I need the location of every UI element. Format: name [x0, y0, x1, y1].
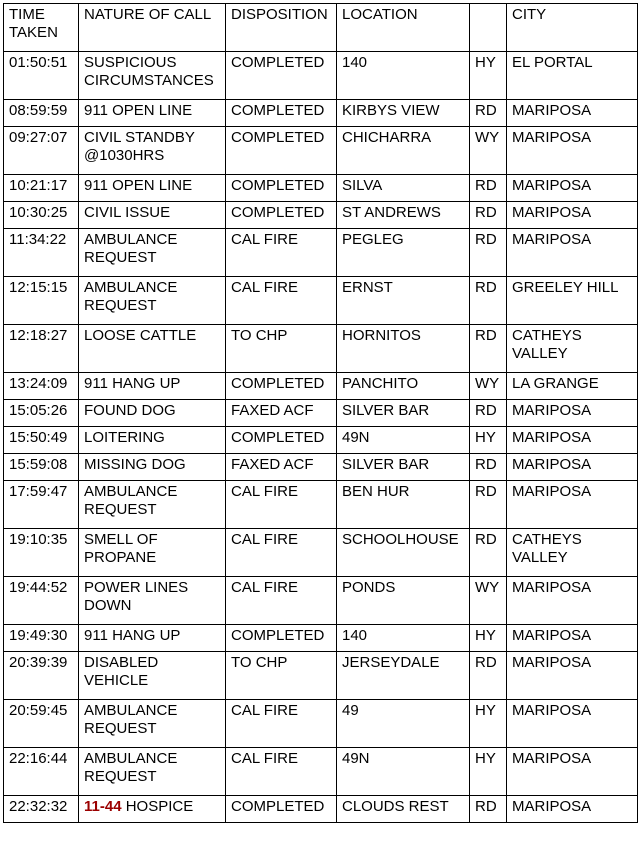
cell-nature: DISABLED VEHICLE [79, 652, 226, 700]
cell-nature: 911 HANG UP [79, 373, 226, 400]
cell-nature: AMBULANCE REQUEST [79, 481, 226, 529]
cell-disposition: FAXED ACF [226, 454, 337, 481]
cell-street-type: RD [470, 175, 507, 202]
cell-location: 49N [337, 748, 470, 796]
table-row [4, 277, 638, 325]
cell-time: 08:59:59 [4, 100, 79, 127]
cell-location: SILVER BAR [337, 400, 470, 427]
cell-time: 20:39:39 [4, 652, 79, 700]
cell-city: CATHEYS VALLEY [507, 529, 638, 577]
cell-nature: 911 HANG UP [79, 625, 226, 652]
cell-street-type: RD [470, 481, 507, 529]
cell-city: MARIPOSA [507, 175, 638, 202]
cell-nature: CIVIL ISSUE [79, 202, 226, 229]
table-row [4, 52, 638, 100]
cell-nature: AMBULANCE REQUEST [79, 700, 226, 748]
cell-location: 140 [337, 52, 470, 100]
cell-time: 20:59:45 [4, 700, 79, 748]
cell-city: MARIPOSA [507, 796, 638, 823]
cell-city: LA GRANGE [507, 373, 638, 400]
cell-street-type: RD [470, 277, 507, 325]
cell-street-type: HY [470, 427, 507, 454]
cell-street-type: RD [470, 229, 507, 277]
cell-time: 09:27:07 [4, 127, 79, 175]
cell-location: BEN HUR [337, 481, 470, 529]
table-row [4, 625, 638, 652]
header-nature-of-call: NATURE OF CALL [79, 4, 226, 52]
cell-city: MARIPOSA [507, 454, 638, 481]
header-street-type [470, 4, 507, 52]
cell-time: 19:49:30 [4, 625, 79, 652]
cell-nature: AMBULANCE REQUEST [79, 229, 226, 277]
table-row [4, 373, 638, 400]
cell-time: 13:24:09 [4, 373, 79, 400]
cell-nature: POWER LINES DOWN [79, 577, 226, 625]
table-row [4, 400, 638, 427]
cell-disposition: COMPLETED [226, 52, 337, 100]
cell-disposition: CAL FIRE [226, 577, 337, 625]
table-row [4, 427, 638, 454]
table-row [4, 229, 638, 277]
header-location: LOCATION [337, 4, 470, 52]
cell-time: 19:10:35 [4, 529, 79, 577]
cell-street-type: RD [470, 400, 507, 427]
cell-nature: SMELL OF PROPANE [79, 529, 226, 577]
cell-city: MARIPOSA [507, 400, 638, 427]
header-disposition: DISPOSITION [226, 4, 337, 52]
cell-city: CATHEYS VALLEY [507, 325, 638, 373]
cell-disposition: COMPLETED [226, 202, 337, 229]
cell-time: 22:32:32 [4, 796, 79, 823]
table-row [4, 175, 638, 202]
cell-city: MARIPOSA [507, 625, 638, 652]
cell-disposition: TO CHP [226, 325, 337, 373]
cell-disposition: CAL FIRE [226, 229, 337, 277]
cell-time: 15:59:08 [4, 454, 79, 481]
cell-location: 49N [337, 427, 470, 454]
cell-street-type: RD [470, 202, 507, 229]
cell-city: MARIPOSA [507, 748, 638, 796]
cell-disposition: COMPLETED [226, 100, 337, 127]
cell-disposition: CAL FIRE [226, 700, 337, 748]
header-row [4, 4, 638, 52]
cell-nature: LOITERING [79, 427, 226, 454]
table-row [4, 100, 638, 127]
cell-time: 12:18:27 [4, 325, 79, 373]
cell-disposition: FAXED ACF [226, 400, 337, 427]
cell-street-type: HY [470, 748, 507, 796]
cell-time: 10:21:17 [4, 175, 79, 202]
cell-location: CLOUDS REST [337, 796, 470, 823]
cell-location: PONDS [337, 577, 470, 625]
table-row [4, 796, 638, 823]
cell-nature: SUSPICIOUS CIRCUMSTANCES [79, 52, 226, 100]
cell-location: PEGLEG [337, 229, 470, 277]
cell-city: GREELEY HILL [507, 277, 638, 325]
cell-location: ST ANDREWS [337, 202, 470, 229]
header-time-taken: TIME TAKEN [4, 4, 79, 52]
cell-disposition: COMPLETED [226, 427, 337, 454]
cell-street-type: HY [470, 52, 507, 100]
cell-street-type: RD [470, 325, 507, 373]
cell-city: EL PORTAL [507, 52, 638, 100]
cell-nature: MISSING DOG [79, 454, 226, 481]
cell-nature-text: HOSPICE [125, 798, 194, 815]
cell-city: MARIPOSA [507, 202, 638, 229]
cell-street-type: RD [470, 100, 507, 127]
table-row [4, 454, 638, 481]
cell-disposition: COMPLETED [226, 373, 337, 400]
cell-nature: FOUND DOG [79, 400, 226, 427]
cell-nature: 911 OPEN LINE [79, 175, 226, 202]
cell-city: MARIPOSA [507, 577, 638, 625]
table-row [4, 748, 638, 796]
cell-disposition: COMPLETED [226, 796, 337, 823]
cell-location: SCHOOLHOUSE [337, 529, 470, 577]
cell-street-type: WY [470, 373, 507, 400]
cell-location: 140 [337, 625, 470, 652]
table-row [4, 127, 638, 175]
cell-disposition: CAL FIRE [226, 481, 337, 529]
cell-time: 15:05:26 [4, 400, 79, 427]
cell-location: SILVA [337, 175, 470, 202]
cell-street-type: RD [470, 454, 507, 481]
cell-disposition: COMPLETED [226, 175, 337, 202]
cell-location: ERNST [337, 277, 470, 325]
cell-city: MARIPOSA [507, 229, 638, 277]
cell-time: 22:16:44 [4, 748, 79, 796]
cell-street-type: WY [470, 577, 507, 625]
cell-location: 49 [337, 700, 470, 748]
cell-time: 15:50:49 [4, 427, 79, 454]
cell-time: 11:34:22 [4, 229, 79, 277]
cell-nature: LOOSE CATTLE [79, 325, 226, 373]
cell-nature: 911 OPEN LINE [79, 100, 226, 127]
cell-street-type: RD [470, 529, 507, 577]
cell-disposition: COMPLETED [226, 127, 337, 175]
cell-disposition: CAL FIRE [226, 529, 337, 577]
table-row [4, 652, 638, 700]
cell-street-type: RD [470, 652, 507, 700]
cell-time: 19:44:52 [4, 577, 79, 625]
cell-disposition: CAL FIRE [226, 748, 337, 796]
cell-disposition: TO CHP [226, 652, 337, 700]
cell-location: HORNITOS [337, 325, 470, 373]
cell-time: 10:30:25 [4, 202, 79, 229]
cell-disposition: CAL FIRE [226, 277, 337, 325]
cell-city: MARIPOSA [507, 700, 638, 748]
table-row [4, 481, 638, 529]
cell-nature: CIVIL STANDBY @1030HRS [79, 127, 226, 175]
call-log-table [3, 3, 638, 823]
cell-street-type: HY [470, 700, 507, 748]
cell-city: MARIPOSA [507, 127, 638, 175]
cell-nature [79, 796, 226, 823]
cell-city: MARIPOSA [507, 652, 638, 700]
cell-nature: AMBULANCE REQUEST [79, 277, 226, 325]
cell-nature: AMBULANCE REQUEST [79, 748, 226, 796]
radio-code-11-44: 11-44 [84, 798, 122, 815]
table-row [4, 325, 638, 373]
cell-time: 12:15:15 [4, 277, 79, 325]
cell-location: SILVER BAR [337, 454, 470, 481]
cell-time: 01:50:51 [4, 52, 79, 100]
table-row [4, 529, 638, 577]
cell-location: CHICHARRA [337, 127, 470, 175]
table-row [4, 577, 638, 625]
cell-city: MARIPOSA [507, 100, 638, 127]
cell-location: KIRBYS VIEW [337, 100, 470, 127]
table-row [4, 700, 638, 748]
cell-city: MARIPOSA [507, 481, 638, 529]
cell-street-type: HY [470, 625, 507, 652]
header-city: CITY [507, 4, 638, 52]
cell-location: PANCHITO [337, 373, 470, 400]
cell-city: MARIPOSA [507, 427, 638, 454]
cell-location: JERSEYDALE [337, 652, 470, 700]
cell-disposition: COMPLETED [226, 625, 337, 652]
cell-street-type: WY [470, 127, 507, 175]
table-row [4, 202, 638, 229]
cell-time: 17:59:47 [4, 481, 79, 529]
cell-street-type: RD [470, 796, 507, 823]
